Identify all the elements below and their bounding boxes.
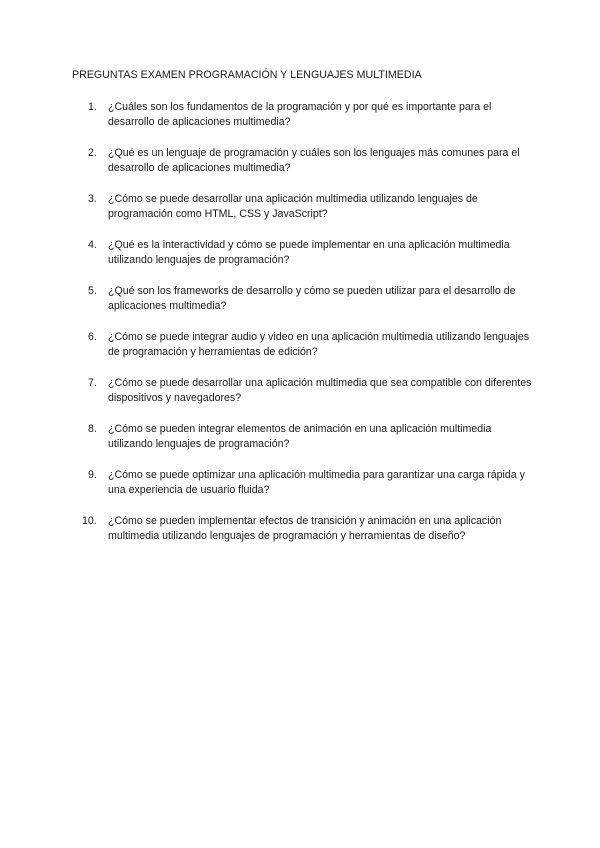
question-number: 2. — [88, 147, 97, 159]
question-item — [72, 284, 532, 315]
question-text: ¿Cómo se puede optimizar una aplicación multimedia para garantizar una carga rápida y una experiencia de usuario fluida? — [108, 469, 525, 497]
question-item — [72, 192, 532, 223]
question-number: 4. — [88, 239, 97, 251]
question-item — [72, 238, 532, 269]
question-text: ¿Cómo se pueden implementar efectos de transición y animación en una aplicación multimedia utilizando lenguajes de programación y herramientas de diseño? — [108, 515, 502, 543]
question-item — [72, 376, 532, 407]
question-number: 6. — [88, 331, 97, 343]
question-item — [72, 514, 532, 545]
question-text: ¿Cómo se puede integrar audio y video en una aplicación multimedia utilizando lenguajes de programación y herramientas de edición? — [108, 331, 530, 359]
question-list — [72, 100, 532, 560]
question-text: ¿Cómo se puede desarrollar una aplicación multimedia que sea compatible con diferentes dispositivos y navegadores? — [108, 377, 532, 405]
question-text: ¿Cómo se puede desarrollar una aplicación multimedia utilizando lenguajes de programación como HTML, CSS y JavaScript? — [108, 193, 478, 221]
question-number: 3. — [88, 193, 97, 205]
question-number: 7. — [88, 377, 97, 389]
question-number: 1. — [88, 101, 97, 113]
question-text: ¿Cómo se pueden integrar elementos de animación en una aplicación multimedia utilizando lenguajes de programación? — [108, 423, 492, 451]
question-item — [72, 422, 532, 453]
question-item — [72, 468, 532, 499]
question-item — [72, 330, 532, 361]
question-number: 10. — [82, 515, 97, 527]
question-text: ¿Qué es la interactividad y cómo se puede implementar en una aplicación multimedia utilizando lenguajes de programación? — [108, 239, 510, 267]
question-number: 8. — [88, 423, 97, 435]
document-title: PREGUNTAS EXAMEN PROGRAMACIÓN Y LENGUAJES MULTIMEDIA — [72, 69, 422, 81]
question-item — [72, 100, 532, 131]
question-text: ¿Cuáles son los fundamentos de la programación y por qué es importante para el desarrollo de aplicaciones multimedia? — [108, 101, 492, 129]
question-text: ¿Qué son los frameworks de desarrollo y cómo se pueden utilizar para el desarrollo de aplicaciones multimedia? — [108, 285, 516, 313]
question-number: 9. — [88, 469, 97, 481]
question-item — [72, 146, 532, 177]
question-number: 5. — [88, 285, 97, 297]
question-text: ¿Qué es un lenguaje de programación y cuáles son los lenguajes más comunes para el desarrollo de aplicaciones multimedia? — [108, 147, 520, 175]
